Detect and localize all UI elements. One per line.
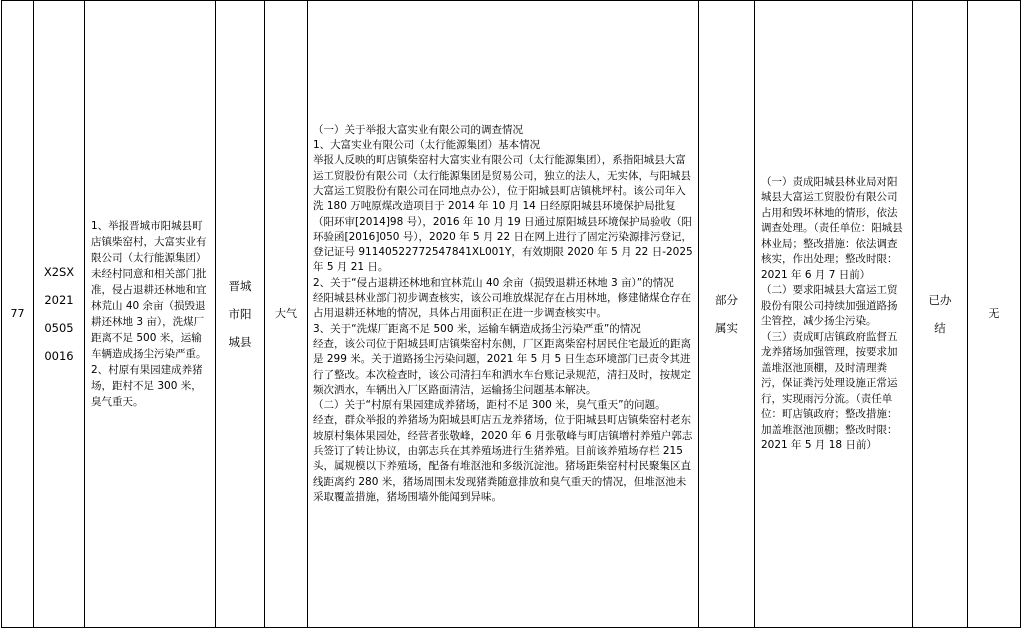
status-line: 结: [934, 321, 946, 335]
district-line: 市阳: [228, 307, 252, 321]
result-paragraph: 3、关于“洗煤厂距离不足 500 米，运输车辆造成扬尘污染严重”的情况: [313, 322, 641, 335]
investigation-result-cell: [308, 1, 699, 628]
result-paragraph: 2、关于“侵占退耕还林地和宜林荒山 40 余亩（损毁退耕还林地 3 亩）”的情况: [313, 276, 674, 289]
case-no-line: 0505: [44, 321, 74, 335]
district-line: 晋城: [228, 279, 252, 293]
pollution-type-cell: [265, 1, 308, 628]
seq-number: 77: [10, 307, 25, 320]
case-no-line: 0016: [44, 349, 74, 363]
verification-cell: [699, 1, 755, 628]
result-paragraph: 经阳城县林业部门初步调查核实，该公司堆放煤泥存在占用林地，修建储煤仓存在占用退耕还林地的情况，具体占用面积正在进一步调查核实中。: [313, 292, 691, 320]
case-table: [1, 0, 1021, 628]
verification-line: 部分: [715, 293, 738, 307]
complaint-cell: [85, 1, 216, 628]
measures-paragraph: （二）要求阳城县大富运工贸股份有限公司持续加强道路扬尘管控，减少扬尘污染。: [761, 284, 898, 327]
table-row: [2, 1, 1021, 628]
measures-paragraph: （一）责成阳城县林业局对阳城县大富运工贸股份有限公司占用和毁坏林地的情形，依法调查处理。（责任单位：阳城县林业局；整改措施：依法调查核实，作出处理；整改时限：2021 年 6 月 7 日前）: [761, 175, 903, 281]
pollution-type: 大气: [275, 307, 297, 320]
result-paragraph: （一）关于举报大富实业有限公司的调查情况: [313, 123, 523, 136]
case-no-line: X2SX: [43, 265, 75, 279]
result-paragraph: 1、大富实业有限公司（太行能源集团）基本情况: [313, 139, 541, 152]
result-paragraph: （二）关于“村原有果园建成养猪场，距村不足 300 米，臭气重天”的问题。: [313, 399, 666, 412]
accountability-cell: [968, 1, 1021, 628]
result-paragraph: 经查，该公司位于阳城县町店镇柴窑村东侧，厂区距离柴窑村居民住宅最近的距离是 299 米。关于道路扬尘污染问题，2021 年 5 月 5 日生态环境部门已责令其进行了整改。本次检查时，该公司清扫车和洒水车台账记录规范，清扫及时，按规定频次洒水，车辆出入厂区路面清洁，运输扬尘问题基本解决。: [313, 337, 691, 396]
district-line: 城县: [228, 335, 252, 349]
case-no-line: 2021: [44, 293, 74, 307]
case-no-cell: [34, 1, 85, 628]
district-cell: [216, 1, 265, 628]
result-paragraph: 举报人反映的町店镇柴窑村大富实业有限公司（太行能源集团），系指阳城县大富运工贸股份有限公司（太行能源集团是贸易公司，独立的法人，无实体，与阳城县大富运工贸股份有限公司在同地点办公），位于阳城县町店镇桃坪村。该公司年入洗 180 万吨原煤改造项目于 2014 年 10 月 14 日经原阳城县环境保护局批复（阳环审[2014]98 号），2016 年 10 月 19 日通过原阳城县环境保护局验收（阳环验函[2016]050 号），2020 年 5 月 22 日在网上进行了固定污染源排污登记，登记证号 91140522772547841XL001Y，有效期限 2020 年 5 月 22 日-2025 年 5 月 21 日。: [313, 154, 693, 274]
accountability-text: 无: [988, 307, 1000, 320]
seq-cell: [2, 1, 34, 628]
measures-cell: [755, 1, 913, 628]
measures-paragraph: （三）责成町店镇政府监督五龙养猪场加强管理，按要求加盖堆沤池顶棚，及时清理粪污，保证粪污处理设施正常运行，实现雨污分流。（责任单位：町店镇政府；整改措施：加盖堆沤池顶棚；整改时限：2021 年 5 月 18 日前）: [761, 330, 898, 451]
status-line: 已办: [928, 293, 952, 307]
verification-line: 属实: [715, 321, 738, 335]
status-cell: [913, 1, 968, 628]
result-paragraph: 经查，群众举报的养猪场为阳城县町店五龙养猪场，位于阳城县町店镇柴窑村老东坡原村集体果园处，经营者张敬峰，2020 年 6 月张敬峰与町店镇增村养殖户郭志兵签订了转让协议，由郭志兵在其养殖场进行生猪养殖。目前该养殖场存栏 215 头，属规模以下养殖场，配备有堆沤池和多级沉淀池。猪场距柴窑村村民聚集区直线距离约 280 米，猪场周围未发现猪粪随意排放和臭气重天的情况，但堆沤池未采取覆盖措施，猪场围墙外能闻到异味。: [313, 414, 693, 503]
complaint-text: 1、举报晋城市阳城县町店镇柴窑村，大富实业有限公司（太行能源集团）未经村同意和相关部门批准，侵占退耕还林地和宜林荒山 40 余亩（损毁退耕还林地 3 亩），洗煤厂距离不足 500 米，运输车辆造成扬尘污染严重。2、村原有果园建成养猪场，距村不足 300 米，臭气重天。: [91, 220, 207, 408]
